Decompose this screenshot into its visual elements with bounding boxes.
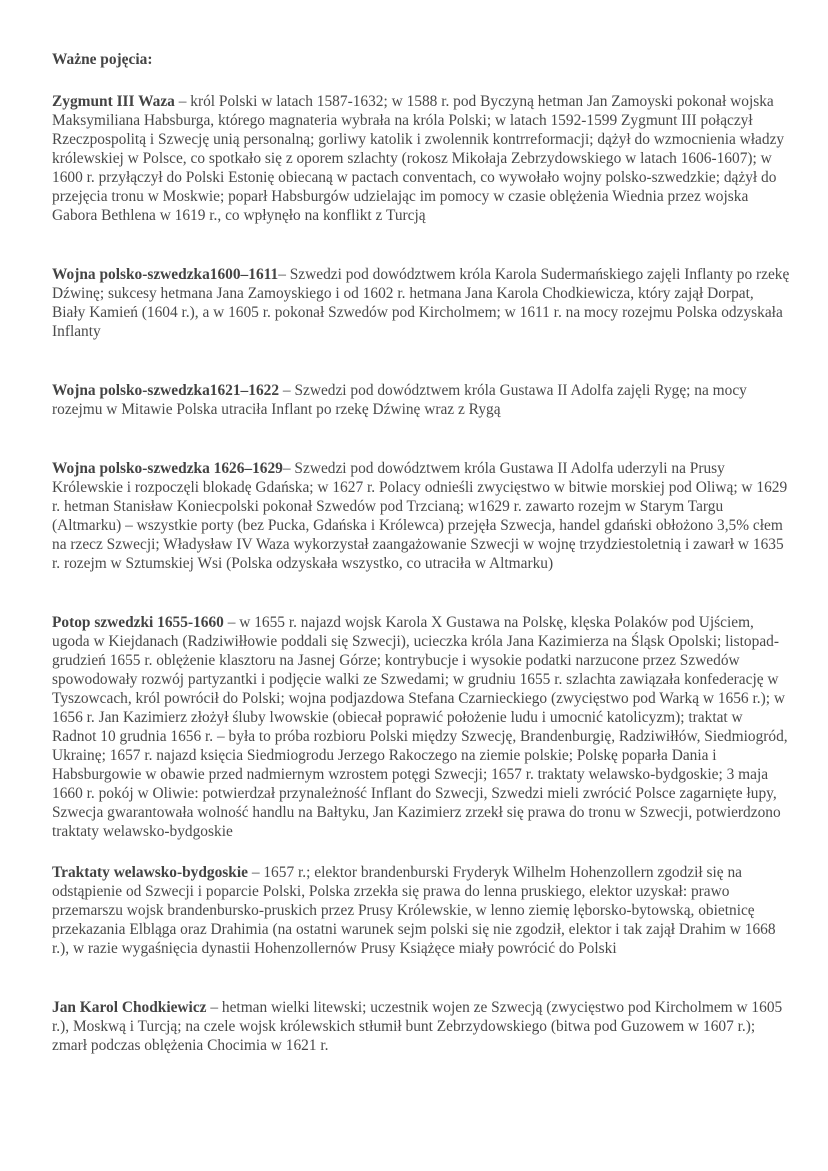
entry-wojna-1600-1611	[52, 265, 790, 341]
entry-text: – Szwedzi pod dowództwem króla Gustawa II Adolfa uderzyli na Prusy Królewskie i rozpoczęli blokadę Gdańska; w 1627 r. Polacy odnieśli zwycięstwo w bitwie morskiej pod Oliwą; w 1629 r. hetman Stanisław Koniecpolski pokonał Szwedów pod Trzcianą; w1629 r. zawarto rozejm w Starym Targu (Altmarku) – wszystkie porty (bez Pucka, Gdańska i Królewca) przejęła Szwecja, handel gdański obłożono 3,5% cłem na rzecz Szwecji; Władysław IV Waza wykorzystał zaangażowanie Szwecji w wojnę trzydziestoletnią i zawarł w 1635 r. rozejm w Sztumskiej Wsi (Polska odzyskała wszystko, co utraciła w Altmarku)	[52, 460, 788, 572]
entry-text: – w 1655 r. najazd wojsk Karola X Gustawa na Polskę, klęska Polaków pod Ujściem, ugoda w Kiejdanach (Radziwiłłowie poddali się Szwecji), ucieczka króla Jana Kazimierza na Śląsk Opolski; listopad-grudzień 1655 r. oblężenie klasztoru na Jasnej Górze; kontrybucje i wysokie podatki narzucone przez Szwedów spowodowały rozwój partyzantki i podjęcie walki ze Szwedami; w grudniu 1655 r. szlachta zawiązała konfederację w Tyszowcach, król powrócił do Polski; wojna podjazdowa Stefana Czarnieckiego (zwycięstwo pod Warką w 1656 r.); w 1656 r. Jan Kazimierz złożył śluby lwowskie (obiecał poprawić położenie ludu i umocnić katolicyzm); traktat w Radnot 10 grudnia 1656 r. – była to próba rozbioru Polski między Szwecję, Brandenburgię, Radziwiłłów, Siedmiogród, Ukrainę; 1657 r. najazd księcia Siedmiogrodu Jerzego Rakoczego na ziemie polskie; Polskę poparła Dania i Habsburgowie w obawie przed nadmiernym wzrostem potęgi Szwecji; 1657 r. traktaty welawsko-bydgoskie; 3 maja 1660 r. pokój w Oliwie: potwierdzał przynależność Inflant do Szwecji, Szwedzi mieli zwrócić Polsce zagarnięte łupy, Szwecja gwarantowała wolność handlu na Bałtyku, Jan Kazimierz zrzekł się prawa do tronu w Szwecji, potwierdzono traktaty welawsko-bydgoskie	[52, 614, 788, 840]
document-page	[52, 50, 790, 1055]
entry-term: Potop szwedzki 1655-1660	[52, 614, 224, 631]
entry-term: Traktaty welawsko-bydgoskie	[52, 864, 248, 881]
entry-zygmunt-iii-waza	[52, 92, 790, 225]
entry-text: – hetman wielki litewski; uczestnik wojen ze Szwecją (zwycięstwo pod Kircholmem w 1605 r.), Moskwą i Turcją; na czele wojsk królewskich stłumił bunt Zebrzydowskiego (bitwa pod Guzowem w 1607 r.); zmarł podczas oblężenia Chocimia w 1621 r.	[52, 999, 783, 1054]
entry-traktaty-welawsko-bydgoskie	[52, 863, 790, 958]
entry-potop-szwedzki	[52, 613, 790, 841]
entry-jan-karol-chodkiewicz	[52, 998, 790, 1055]
entry-wojna-1621-1622	[52, 381, 790, 419]
entry-text: – król Polski w latach 1587-1632; w 1588 r. pod Byczyną hetman Jan Zamoyski pokonał wojska Maksymiliana Habsburga, którego magnateria wybrała na króla Polski; w latach 1592-1599 Zygmunt III połączył Rzeczpospolitą i Szwecję unią personalną; gorliwy katolik i zwolennik kontrreformacji; dążył do wzmocnienia władzy królewskiej w Polsce, co spotkało się z oporem szlachty (rokosz Mikołaja Zebrzydowskiego w latach 1606-1607); w 1600 r. przyłączył do Polski Estonię obiecaną w pactach conventach, co wywołało wojny polsko-szwedzkie; dążył do przejęcia tronu w Moskwie; poparł Habsburgów udzielając im pomocy w czasie oblężenia Wiednia przez wojska Gabora Bethlena w 1619 r., co wpłynęło na konflikt z Turcją	[52, 93, 785, 224]
entry-term: Zygmunt III Waza	[52, 93, 175, 110]
entry-term: Wojna polsko-szwedzka1621–1622	[52, 382, 280, 399]
entry-text: – Szwedzi pod dowództwem króla Gustawa II Adolfa zajęli Rygę; na mocy rozejmu w Mitawie Polska utraciła Inflant po rzekę Dźwinę wraz z Rygą	[52, 382, 747, 418]
entry-term: Wojna polsko-szwedzka 1626–1629	[52, 460, 283, 477]
entry-wojna-1626-1629	[52, 459, 790, 573]
entry-term: Jan Karol Chodkiewicz	[52, 999, 207, 1016]
entry-term: Wojna polsko-szwedzka1600–1611	[52, 266, 279, 283]
page-heading: Ważne pojęcia:	[52, 51, 153, 68]
entry-text: – Szwedzi pod dowództwem króla Karola Sudermańskiego zajęli Inflanty po rzekę Dźwinę; sukcesy hetmana Jana Zamoyskiego i od 1602 r. hetmana Jana Karola Chodkiewicza, który zajął Dorpat, Biały Kamień (1604 r.), a w 1605 r. pokonał Szwedów pod Kircholmem; w 1611 r. na mocy rozejmu Polska odzyskała Inflanty	[52, 266, 790, 340]
entry-text: – 1657 r.; elektor brandenburski Fryderyk Wilhelm Hohenzollern zgodził się na odstąpienie od Szwecji i poparcie Polski, Polska zrzekła się prawa do lenna pruskiego, elektor uzyskał: prawo przemarszu wojsk brandenbursko-pruskich przez Prusy Królewskie, w lenno ziemię lęborsko-bytowską, obietnicę przekazania Elbląga oraz Drahimia (na ostatni warunek sejm polski się nie zgodził, elektor i tak zajął Drahim w 1668 r.), w razie wygaśnięcia dynastii Hohenzollernów Prusy Książęce miały powrócić do Polski	[52, 864, 776, 957]
